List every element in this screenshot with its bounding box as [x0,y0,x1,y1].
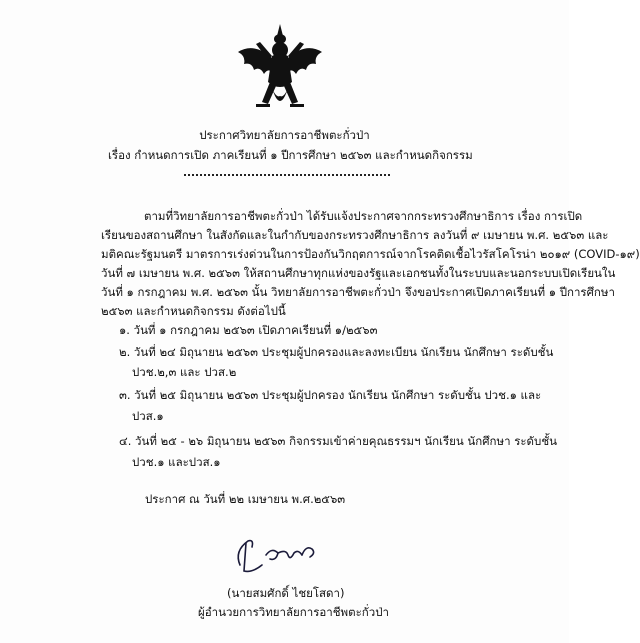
body-line: วันที่ ๑ กรกฎาคม พ.ศ. ๒๕๖๓ นั้น วิทยาลัยการอาชีพตะกั่วป่า จึงขอประกาศเปิดภาคเรียนที่ ๑ ปีการศึกษา [101,285,615,299]
announcement-title: ประกาศวิทยาลัยการอาชีพตะกั่วป่า [199,128,370,142]
announcement-subject: เรื่อง กำหนดการเปิด ภาคเรียนที่ ๑ ปีการศึกษา ๒๕๖๓ และกำหนดกิจกรรม [108,148,473,162]
dotted-divider [184,174,390,176]
list-item-continued: ปวส.๑ [132,409,164,423]
body-line: ๒๕๖๓ และกำหนดกิจกรรม ดังต่อไปนี้ [101,304,286,318]
list-item: ๒. วันที่ ๒๔ มิถุนายน ๒๕๖๓ ประชุมผู้ปกครองและลงทะเบียน นักเรียน นักศึกษา ระดับชั้น [119,345,554,359]
signer-name: (นายสมศักดิ์ ไชยโสดา) [227,586,345,600]
list-item: ๔. วันที่ ๒๕ - ๒๖ มิถุนายน ๒๕๖๓ กิจกรรมเข้าค่ายคุณธรรมฯ นักเรียน นักศึกษา ระดับชั้น [119,434,557,448]
list-item-continued: ปวช.๒,๓ และ ปวส.๒ [132,365,237,379]
garuda-emblem [232,22,328,122]
body-line: มติคณะรัฐมนตรี มาตรการเร่งด่วนในการป้องกันวิกฤตการณ์จากโรคติดเชื้อไวรัสโคโรน่า ๒๐๑๙ (COVID-๑๙) [101,247,640,261]
body-line: ตามที่วิทยาลัยการอาชีพตะกั่วป่า ได้รับแจ้งประกาศจากกระทรวงศึกษาธิการ เรื่อง การเปิด [144,209,583,223]
list-item: ๓. วันที่ ๒๕ มิถุนายน ๒๕๖๓ ประชุมผู้ปกครอง นักเรียน นักศึกษา ระดับชั้น ปวช.๑ และ [119,388,542,402]
body-line: วันที่ ๗ เมษายน พ.ศ. ๒๕๖๓ ให้สถานศึกษาทุกแห่งของรัฐและเอกชนทั้งในระบบและนอกระบบเปิดเรียนใน [101,266,616,280]
list-item-continued: ปวช.๑ และปวส.๑ [132,455,221,469]
signer-title: ผู้อำนวยการวิทยาลัยการอาชีพตะกั่วป่า [198,605,389,619]
announcement-date: ประกาศ ณ วันที่ ๒๒ เมษายน พ.ศ.๒๕๖๓ [145,492,346,506]
body-line: เรียนของสถานศึกษา ในสังกัดและในกำกับของกระทรวงศึกษาธิการ ลงวันที่ ๙ เมษายน พ.ศ. ๒๕๖๓ และ [101,228,609,242]
signature [232,535,322,577]
list-item: ๑. วันที่ ๑ กรกฎาคม ๒๕๖๓ เปิดภาคเรียนที่ ๑/๒๕๖๓ [119,323,378,337]
